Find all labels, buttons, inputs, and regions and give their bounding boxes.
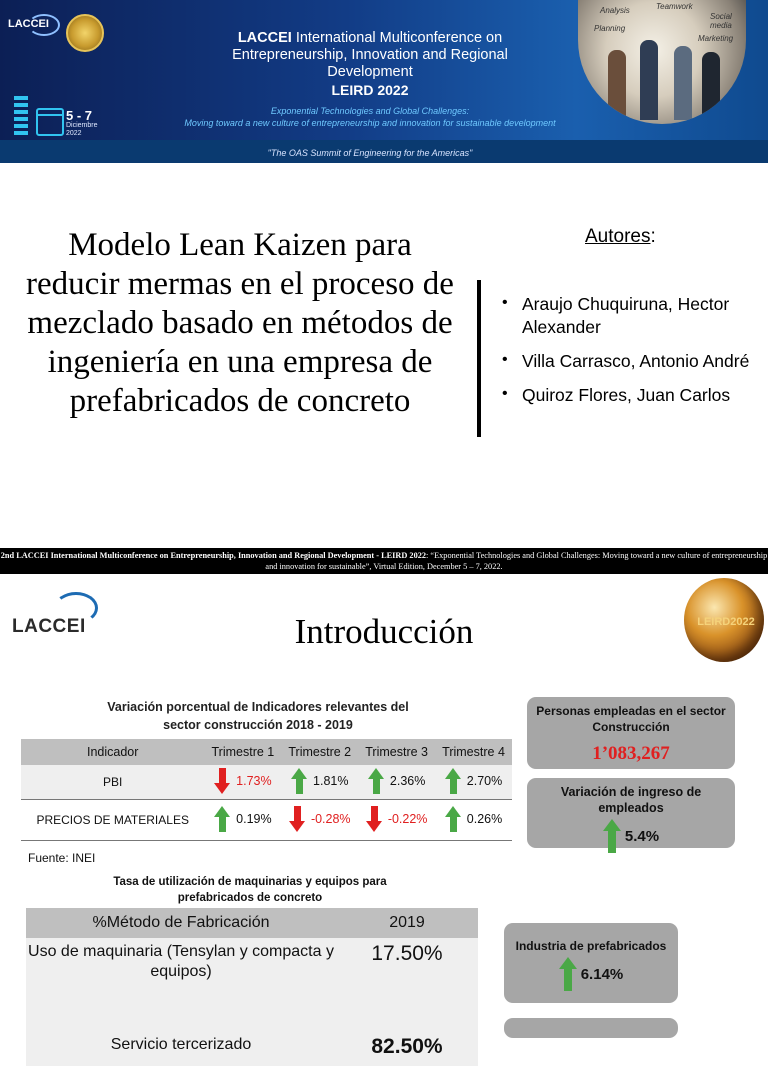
up-arrow-icon — [559, 957, 577, 991]
table-header: Trimestre 4 — [435, 739, 512, 765]
table-row — [21, 800, 512, 841]
photo-word: Analysis — [600, 6, 630, 15]
conference-banner — [0, 0, 768, 163]
row-value: 82.50% — [336, 1031, 478, 1066]
laccei-globe-icon — [28, 14, 60, 36]
employed-card — [527, 697, 735, 769]
source-note: Fuente: INEI — [28, 851, 96, 865]
down-arrow-icon — [289, 806, 306, 832]
table-cell: 1.73% — [204, 765, 281, 800]
divider — [477, 280, 481, 437]
row-value: 17.50% — [336, 938, 478, 1031]
photo-word: Social media — [710, 12, 732, 30]
table-cell: 2.36% — [358, 765, 435, 800]
authors-list — [500, 293, 750, 418]
card-title: Variación de ingreso de empleados — [560, 785, 702, 815]
globe-label: LEIRD2022 — [697, 616, 755, 628]
oas-seal-icon — [66, 14, 104, 52]
up-arrow-icon — [603, 819, 621, 853]
card-value: 5.4% — [624, 827, 660, 845]
up-arrow-icon — [445, 806, 462, 832]
paper-title: Modelo Lean Kaizen para reducir mermas en el proceso de mezclado basado en métodos de ingeniería en una empresa de prefabricados de concreto — [26, 227, 454, 419]
teamwork-photo — [578, 0, 746, 124]
card-value: 1’083,267 — [592, 743, 670, 764]
conference-footer-strip: 2nd LACCEI International Multiconference on Entrepreneurship, Innovation and Regional Development - LEIRD 2022: “Exponential Technologies and Global Challenges: Moving toward a new culture of entrepreneurship and innovation for sustainable”, Virtual Edition, December 5 – 7, 2022. — [0, 548, 768, 574]
partial-card — [504, 1018, 678, 1038]
row-label: PBI — [21, 765, 204, 800]
table-header: Indicador — [21, 739, 204, 765]
up-arrow-icon — [445, 768, 462, 794]
row-label: PRECIOS DE MATERIALES — [21, 800, 204, 841]
down-arrow-icon — [214, 768, 231, 794]
table-row — [26, 938, 478, 1031]
up-arrow-icon — [214, 806, 231, 832]
author-item: • Araujo Chuquiruna, Hector Alexander — [500, 293, 750, 339]
authors-heading: Autores: — [585, 226, 656, 247]
author-item: • Villa Carrasco, Antonio André — [500, 350, 750, 373]
laccei-logo: LACCEI — [12, 616, 86, 637]
table-header: Trimestre 3 — [358, 739, 435, 765]
table-header: Trimestre 2 — [281, 739, 358, 765]
down-arrow-icon — [366, 806, 383, 832]
card-title: Industria de prefabricados — [515, 939, 667, 953]
indicators-table — [21, 739, 512, 841]
photo-word: Planning — [594, 24, 626, 33]
conference-subtitle-1: Exponential Technologies and Global Challenges: — [270, 106, 470, 116]
event-dates: 5 - 7 — [66, 108, 93, 123]
event-month-year: Diciembre 2022 — [66, 122, 98, 137]
up-arrow-icon — [291, 768, 308, 794]
leird-label: LEIRD 2022 — [331, 82, 409, 98]
photo-word: Marketing — [698, 34, 734, 43]
table-cell: 2.70% — [435, 765, 512, 800]
card-title: Personas empleadas en el sector Construcción — [536, 704, 726, 734]
laccei-mini-logo: LACCEI — [8, 18, 49, 30]
prefab-card — [504, 923, 678, 1003]
table1-title: Variación porcentual de Indicadores relevantes del sector construcción 2018 - 2019 — [107, 700, 409, 732]
card-value: 6.14% — [580, 965, 624, 983]
photo-word: Teamwork — [656, 2, 693, 11]
table-cell: 0.19% — [204, 800, 281, 841]
table2-title: Tasa de utilización de maquinarias y equipos para prefabricados de concreto — [113, 876, 387, 904]
up-arrow-icon — [368, 768, 385, 794]
table-row — [26, 1031, 478, 1066]
conference-title: LACCEI International Multiconference on Entrepreneurship, Innovation and Regional Development — [232, 30, 508, 80]
table-header: 2019 — [336, 908, 478, 938]
table-header: %Método de Fabricación — [26, 908, 336, 938]
slide-heading: Introducción — [294, 612, 474, 651]
author-item: • Quiroz Flores, Juan Carlos — [500, 384, 750, 407]
decorative-bars — [14, 96, 28, 138]
conference-subtitle-2: Moving toward a new culture of entrepreneurship and innovation for sustainable development — [184, 118, 556, 128]
table-row — [21, 765, 512, 800]
machinery-table — [26, 908, 478, 1066]
row-label: Uso de maquinaria (Tensylan y compacta y equipos) — [26, 938, 336, 1031]
table-header: Trimestre 1 — [204, 739, 281, 765]
income-card — [527, 778, 735, 848]
row-label: Servicio tercerizado — [26, 1031, 336, 1066]
conference-quote: "The OAS Summit of Engineering for the Americas" — [267, 148, 473, 158]
table-cell: 0.26% — [435, 800, 512, 841]
calendar-icon — [36, 108, 64, 136]
table-cell: -0.28% — [281, 800, 358, 841]
table-cell: 1.81% — [281, 765, 358, 800]
table-cell: -0.22% — [358, 800, 435, 841]
